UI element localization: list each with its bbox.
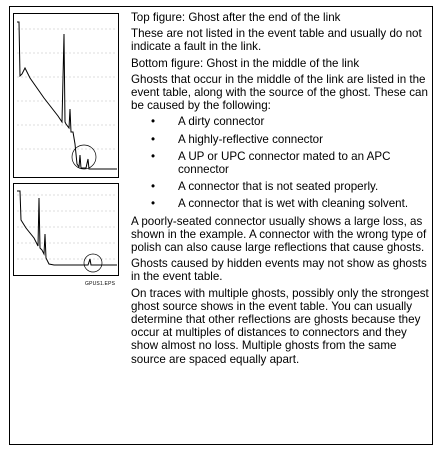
bullet-glyph: • [151, 197, 156, 211]
list-item-text: A dirty connector [178, 115, 265, 129]
bottom-trace-graph [14, 184, 120, 277]
list-item-text: A connector that is wet with cleaning solvent. [178, 197, 409, 211]
figure-caption: GPUS1.EPS [85, 281, 116, 287]
ghost-marker-circle [84, 254, 102, 272]
hidden-events-paragraph: Ghosts caused by hidden events may not show as ghosts in the event table. [131, 257, 427, 284]
bullet-glyph: • [151, 132, 156, 146]
ghost-causes-intro: Ghosts that occur in the middle of the link are listed in the event table, along with the source of the ghost. These can be caused by the following: [131, 72, 428, 113]
bullet-glyph: • [151, 149, 156, 163]
trace-line [17, 22, 117, 169]
poorly-seated-paragraph: A poorly-seated connector usually shows a large loss, as shown in the example. A connector with the wrong type of polish can also cause large reflections that cause ghosts. [131, 214, 427, 255]
grid-lines [17, 195, 117, 259]
top-figure-heading: Top figure: Ghost after the end of the link [131, 11, 341, 24]
ghost-causes-list [131, 115, 429, 210]
list-item [131, 133, 429, 146]
bottom-trace-figure [13, 183, 119, 276]
bullet-glyph: • [151, 180, 156, 194]
top-trace-graph [14, 14, 120, 179]
list-item-text: A highly-reflective connector [178, 132, 323, 146]
list-item-text: A UP or UPC connector mated to an APC connector [178, 149, 391, 177]
trace-line [17, 191, 117, 265]
multiple-ghosts-paragraph: On traces with multiple ghosts, possibly only the strongest ghost source shows in the event table. You can usually determine that other reflections are ghosts because they occur at multiples of distances to connectors and they show almost no loss. Multiple ghosts from the same source are spaced equally apart. [131, 286, 429, 366]
top-figure-paragraph: These are not listed in the event table and usually do not indicate a fault in the link. [131, 27, 422, 54]
ghost-marker-circle [72, 145, 96, 169]
top-trace-figure [13, 13, 119, 178]
bottom-figure-heading: Bottom figure: Ghost in the middle of the link [131, 56, 360, 70]
list-item [131, 180, 429, 193]
bullet-glyph: • [151, 115, 156, 129]
list-item [131, 115, 429, 128]
list-item-text: A connector that is not seated properly. [178, 180, 379, 194]
body-text [131, 11, 429, 369]
grid-lines [17, 29, 117, 149]
list-item [131, 150, 429, 176]
list-item [131, 197, 429, 210]
